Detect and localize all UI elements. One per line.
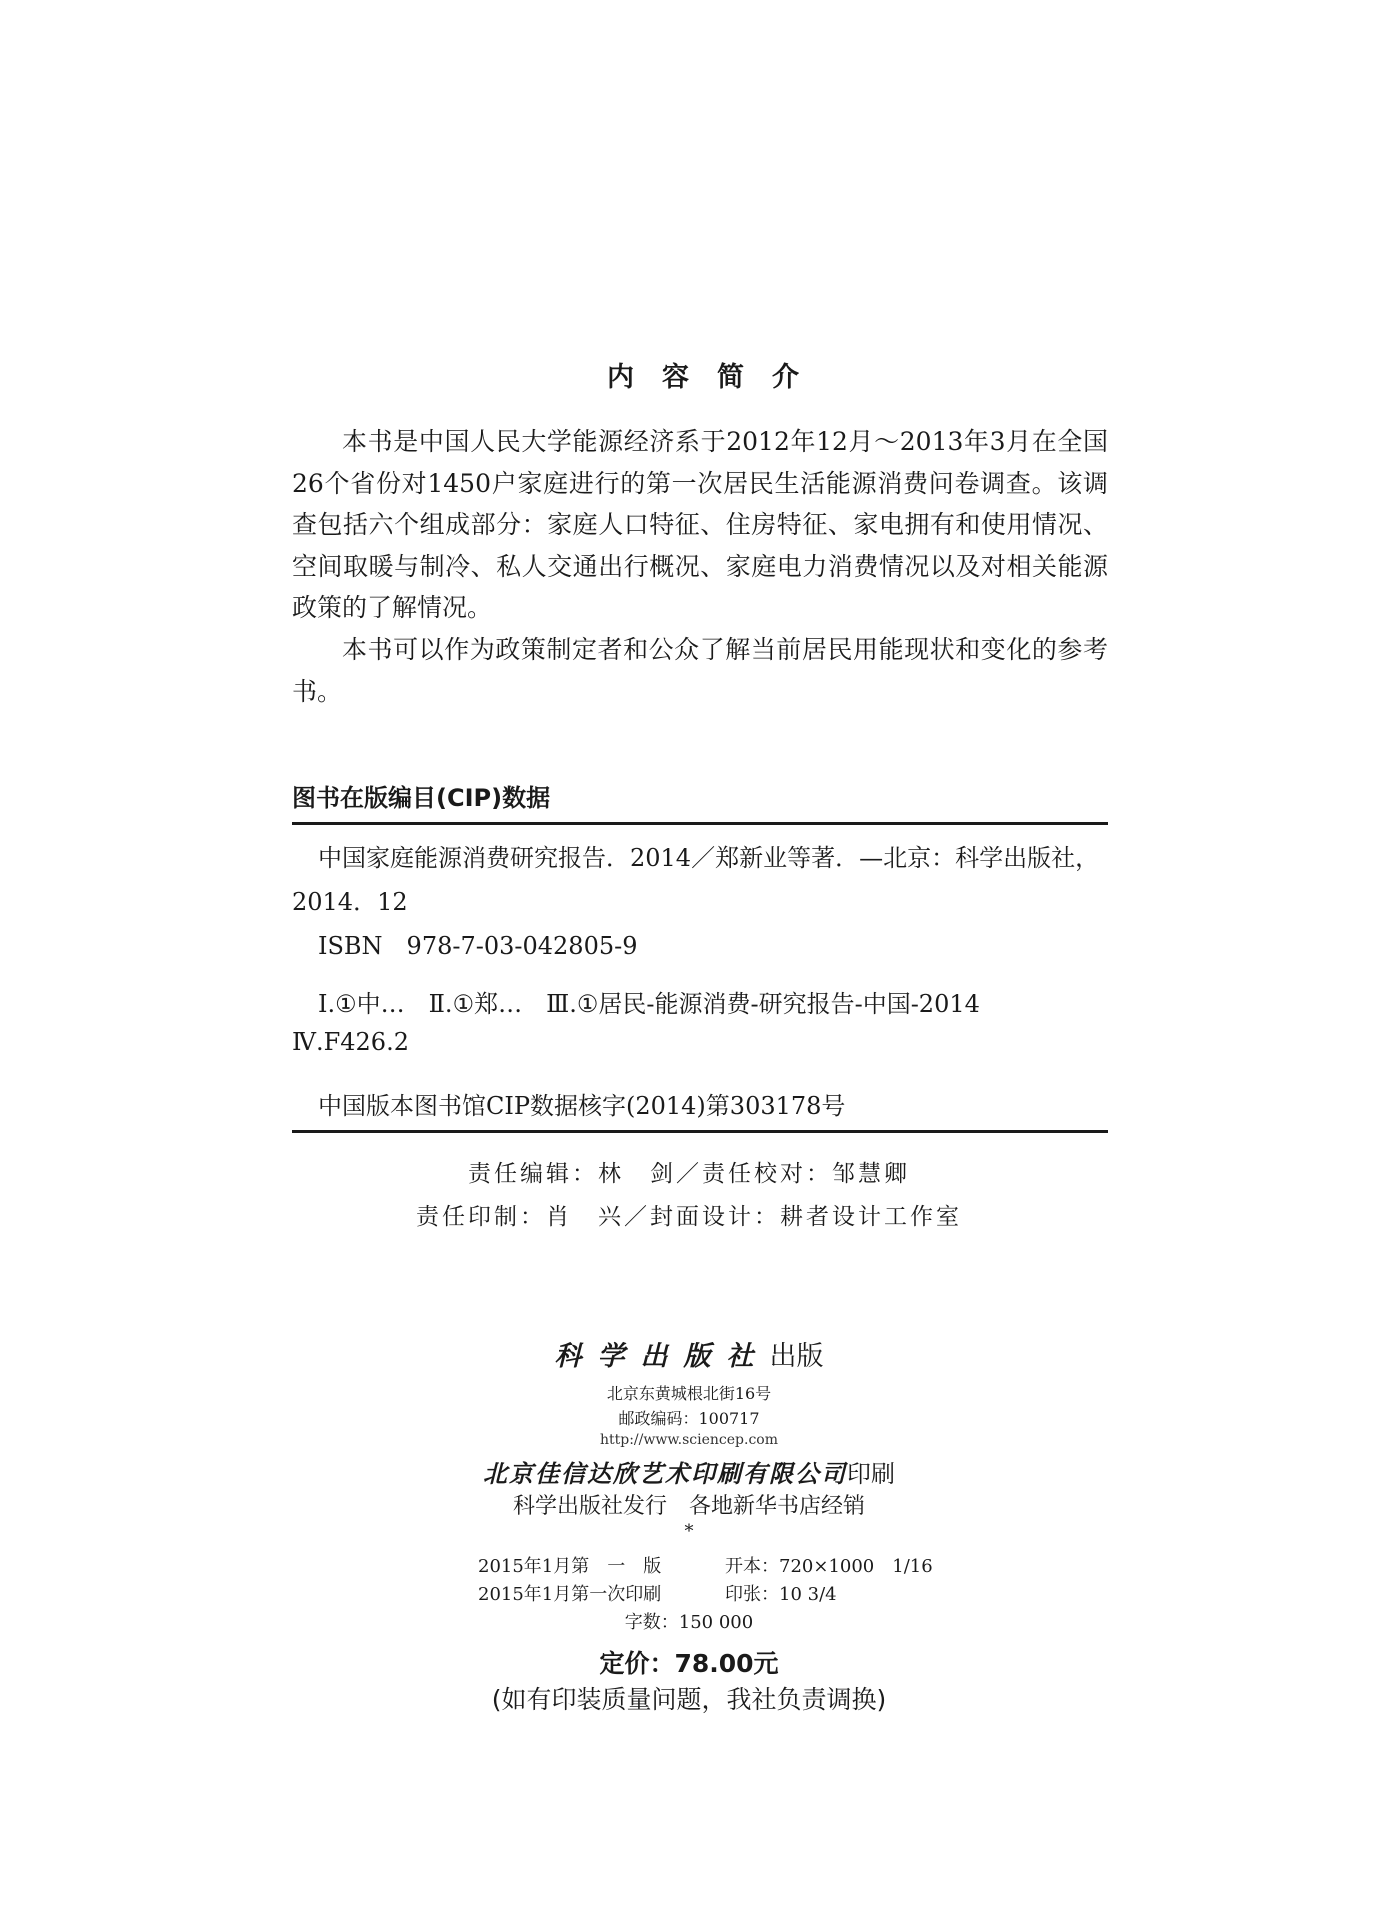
format-info: 开本：720×1000 1/16 [725,1556,933,1577]
publisher-website: http://www.sciencep.com [599,1432,778,1448]
printing-info: 2015年1月第一次印刷 [478,1584,662,1605]
cip-isbn: ISBN 978-7-03-042805-9 [318,932,638,960]
price: 定价：78.00元 [599,1649,779,1678]
distribution-line: 科学出版社发行 各地新华书店经销 [512,1494,865,1519]
cip-classification-2: Ⅳ.F426.2 [292,1028,409,1056]
editors-line-2: 责任印制：肖 兴／封面设计：耕者设计工作室 [416,1204,962,1230]
summary-title: 内容简介 [607,362,827,393]
sheets-info: 印张：10 3/4 [725,1584,837,1605]
cip-date-line: 2014．12 [292,888,408,916]
quality-notice: (如有印装质量问题，我社负责调换) [491,1685,887,1714]
cip-title-line: 中国家庭能源消费研究报告．2014／郑新业等著．—北京：科学出版社， [318,844,1100,872]
publisher-address: 北京东黄城根北街16号 [606,1384,772,1403]
cip-classification-1: Ⅰ.①中… Ⅱ.①郑… Ⅲ.①居民-能源消费-研究报告-中国-2014 [318,990,980,1018]
publisher-suffix: 出版 [769,1341,824,1372]
printer-line [0,1454,1378,1489]
editors-line-1: 责任编辑：林 剑／责任校对：邹慧卿 [468,1161,910,1187]
printer-name: 北京佳信达欣艺术印刷有限公司 [483,1459,847,1488]
printer-suffix: 印刷 [847,1460,895,1488]
cip-heading: 图书在版编目(CIP)数据 [292,784,551,812]
cip-top-rule [292,822,1108,825]
publisher-logo: 科学出版社 [554,1341,770,1372]
summary-paragraph-2: 本书可以作为政策制定者和公众了解当前居民用能现状和变化的参考书。 [292,635,1108,706]
cip-record: 中国版本图书馆CIP数据核字(2014)第303178号 [318,1092,846,1120]
edition-info: 2015年1月第 一 版 [478,1556,662,1577]
separator-star: * [684,1521,694,1542]
summary-paragraph-1: 本书是中国人民大学能源经济系于2012年12月～2013年3月在全国26个省份对1450户家庭进行的第一次居民生活能源消费问卷调查。该调查包括六个组成部分：家庭人口特征、住房特征、家电拥有和使用情况、空间取暖与制冷、私人交通出行概况、家庭电力消费情况以及对相关能源政策的了解情况。 [292,427,1108,622]
word-count: 字数：150 000 [624,1612,754,1633]
publisher-postcode: 邮政编码：100717 [618,1409,760,1428]
publisher-line [0,1334,1378,1373]
cip-bottom-rule [292,1130,1108,1133]
